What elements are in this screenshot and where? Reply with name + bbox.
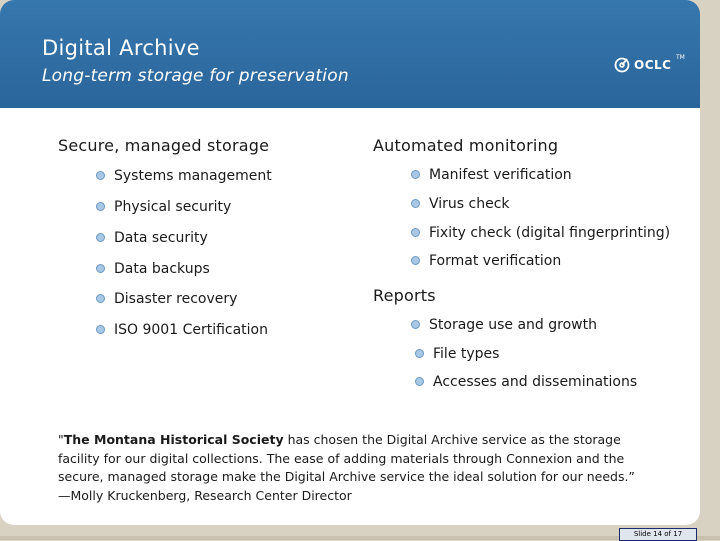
list-item: Accesses and disseminations	[415, 374, 637, 390]
bullet-icon	[96, 171, 105, 180]
slide-title: Digital Archive	[42, 36, 200, 60]
list-item: Format verification	[411, 253, 561, 269]
list-item: Virus check	[411, 196, 510, 212]
bullet-icon	[96, 294, 105, 303]
oclc-logo	[614, 52, 694, 78]
list-item: Fixity check (digital fingerprinting)	[411, 225, 670, 241]
heading-reports: Reports	[373, 286, 436, 305]
testimonial-quote	[58, 431, 658, 505]
quote-body: has chosen the Digital Archive service as the storage facility for our digital collections. The ease of adding materials through Connexion and the secure, managed storage make the Digital Archive service the ideal solution for our needs.”	[58, 432, 635, 485]
slide-subtitle: Long-term storage for preservation	[42, 66, 349, 86]
bullet-icon	[415, 349, 424, 358]
list-item: Disaster recovery	[96, 291, 237, 307]
slide-header	[0, 0, 700, 108]
list-item: Systems management	[96, 168, 272, 184]
logo-trademark: TM	[676, 54, 685, 61]
bullet-icon	[411, 199, 420, 208]
list-item: Physical security	[96, 199, 231, 215]
heading-automated-monitoring: Automated monitoring	[373, 136, 559, 155]
bullet-icon	[411, 228, 420, 237]
bullet-icon	[411, 320, 420, 329]
quote-open: "	[58, 432, 64, 447]
bullet-icon	[411, 170, 420, 179]
oclc-swirl-icon	[614, 54, 632, 76]
bullet-icon	[96, 264, 105, 273]
list-item: ISO 9001 Certification	[96, 322, 268, 338]
list-item: Storage use and growth	[411, 317, 597, 333]
logo-text: OCLC	[634, 58, 672, 72]
list-item: File types	[415, 346, 499, 362]
list-item: Data security	[96, 230, 208, 246]
slide-number: Slide 14 of 17	[619, 528, 697, 541]
quote-organization: The Montana Historical Society	[63, 432, 284, 447]
bullet-icon	[96, 233, 105, 242]
bullet-icon	[96, 202, 105, 211]
bullet-icon	[411, 256, 420, 265]
list-item: Data backups	[96, 261, 210, 277]
quote-attribution: —Molly Kruckenberg, Research Center Director	[58, 487, 352, 503]
bullet-icon	[96, 325, 105, 334]
bullet-icon	[415, 377, 424, 386]
footer-bar	[0, 536, 720, 540]
list-item: Manifest verification	[411, 167, 572, 183]
heading-secure-storage: Secure, managed storage	[58, 136, 270, 155]
